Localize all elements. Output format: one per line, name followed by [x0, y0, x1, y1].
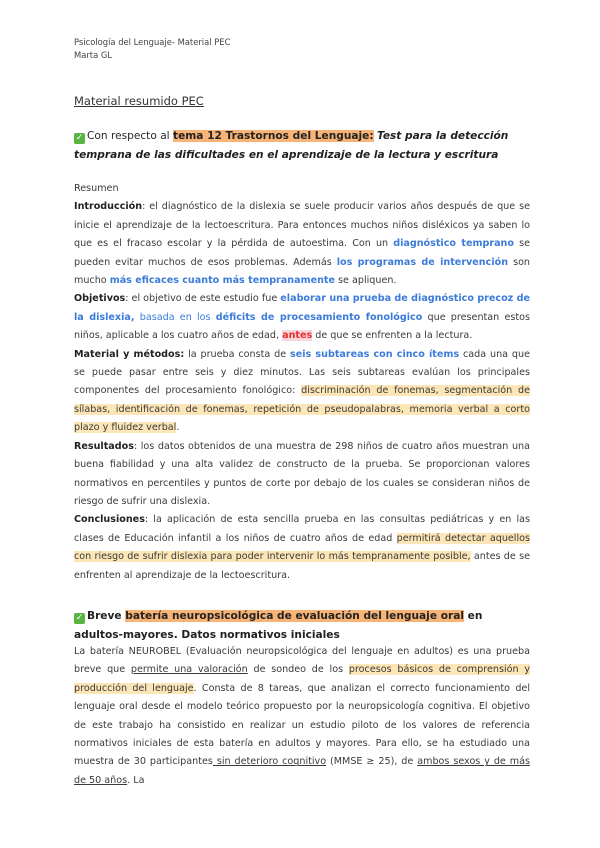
- author-header: Marta GL: [74, 50, 113, 60]
- neurobel-highlight-1: procesos básicos de comprensión y producción del lenguaje: [74, 664, 530, 694]
- objetivos-highlight-1: elaborar una prueba de diagnóstico precoz de la dislexia,: [74, 293, 530, 323]
- conclusiones-paragraph: Conclusiones: la aplicación de esta sencilla prueba en las consultas pediátricas y en las clases de Educación infantil a los niños de cuatro años de edad permitirá detectar aquellos con riesgo de sufrir dislexia para poder intervenir lo más tempranamente posible, antes de se enfrenten al aprendizaje de la lectoescritura.: [74, 514, 531, 581]
- section2-lead: Breve: [87, 610, 126, 622]
- neurobel-underline-3: ambos sexos y de más de 50 años: [74, 756, 530, 786]
- material-label: Material y métodos:: [74, 348, 185, 360]
- intro-highlight-2: los programas de intervención: [336, 256, 509, 268]
- intro-highlight-1: diagnóstico temprano: [393, 238, 514, 250]
- section2-rest: en adultos-mayores. Datos normativos iniciales: [74, 610, 483, 641]
- section2-heading: [74, 607, 534, 644]
- objetivos-label: Objetivos: [74, 293, 126, 305]
- section1-topic: tema 12 Trastornos del Lenguaje:: [173, 130, 374, 142]
- check-mark-icon: ✓: [75, 613, 84, 623]
- material-highlight-1: seis subtareas con cinco ítems: [290, 348, 460, 360]
- check-mark-icon: ✓: [75, 133, 84, 143]
- conclusiones-highlight-1: permitirá detectar aquellos con riesgo de sufrir dislexia para poder intervenir lo más tempranamente posible,: [74, 532, 531, 563]
- material-highlight-2: discriminación de fonemas, segmentación de sílabas, identificación de fonemas, repetición de pseudopalabras, memoria verbal a corto plazo y fluidez verbal: [74, 385, 530, 434]
- section1-lead: Con respecto al: [87, 130, 170, 142]
- neurobel-underline-2: sin deterioro cognitivo: [212, 756, 327, 768]
- material-paragraph: Material y métodos: la prueba consta de seis subtareas con cinco ítems cada una que se puede pasar entre seis y diez minutos. Las seis subtareas evalúan los principales componentes del procesamiento fonológico: discriminación de fonemas, segmentación de sílabas, identificación de fonemas, repetición de pseudopalabras, memoria verbal a corto plazo y fluidez verbal.: [74, 348, 531, 434]
- resumen-label: Resumen: [74, 183, 119, 194]
- summary-body: [74, 180, 530, 585]
- objetivos-highlight-3: antes: [282, 330, 313, 342]
- section1-subtitle: Test para la detección temprana de las dificultades en el aprendizaje de la lectura y escritura: [74, 130, 509, 161]
- objetivos-highlight-2: déficits de procesamiento fonológico: [215, 311, 423, 323]
- page-title: Material resumido PEC: [74, 94, 204, 108]
- intro-label: Introducción: [74, 201, 143, 213]
- resultados-paragraph: Resultados: los datos obtenidos de una muestra de 298 niños de cuatro años muestran una buena fiabilidad y una alta validez de constructo de la prueba. Se proporcionan valores normativos en percentiles y puntos de corte por debajo de los cuales se consideran niños de riesgo de sufrir una dislexia.: [74, 440, 530, 507]
- intro-paragraph: Introducción: el diagnóstico de la dislexia se suele producir varios años después de que se inicie el aprendizaje de la lectoescritura. Para entonces muchos niños disléxicos ya saben lo que es el fracaso escolar y la pérdida de autoestima. Con un diagnóstico temprano se pueden evitar muchos de esos problemas. Además los programas de intervención son mucho más eficaces cuanto más tempranamente se apliquen.: [74, 201, 531, 287]
- neurobel-paragraph: La batería NEUROBEL (Evaluación neuropsicológica del lenguaje en adultos) es una prueba breve que permite una valoración de sondeo de los procesos básicos de comprensión y producción del lenguaje. Consta de 8 tareas, que analizan el correcto funcionamiento del lenguaje oral desde el modelo teórico propuesto por la neuropsicología cognitiva. El objetivo de este trabajo ha consistido en realizar un estudio piloto de los valores de referencia normativos iniciales de esta batería en adultos y mayores. Para ello, se ha estudiado una muestra de 30 participantes sin deterioro cognitivo (MMSE ≥ 25), de ambos sexos y de más de 50 años. La: [74, 646, 530, 786]
- objetivos-paragraph: Objetivos: el objetivo de este estudio fue elaborar una prueba de diagnóstico precoz de la dislexia, basada en los déficits de procesamiento fonológico que presentan estos niños, aplicable a los cuatro años de edad, antes de que se enfrenten a la lectura.: [74, 293, 530, 342]
- conclusiones-label: Conclusiones: [74, 514, 145, 526]
- resultados-label: Resultados: [74, 440, 134, 452]
- neurobel-underline-1: permite una valoración: [130, 664, 248, 676]
- section1-heading: [74, 127, 534, 164]
- course-header: Psicología del Lenguaje- Material PEC: [74, 37, 231, 47]
- intro-highlight-3: más eficaces cuanto más tempranamente: [109, 275, 335, 287]
- section2-topic: batería neuropsicológica de evaluación del lenguaje oral: [125, 610, 464, 622]
